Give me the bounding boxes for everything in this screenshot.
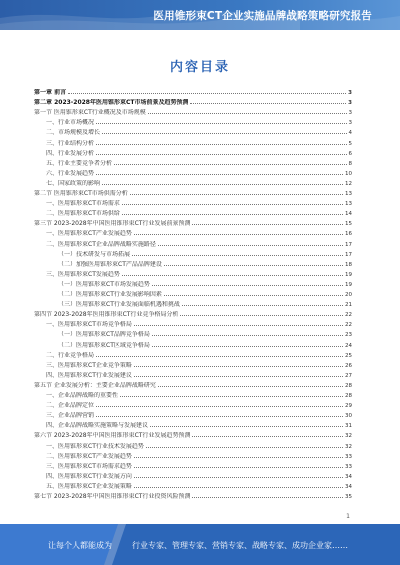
toc-dot-leader	[150, 421, 343, 427]
toc-entry[interactable]	[34, 361, 352, 369]
toc-entry-page: 23	[345, 332, 352, 339]
toc-dot-leader	[96, 139, 346, 145]
page-footer	[0, 524, 400, 565]
toc-entry-title: 三、行业结构分析	[46, 139, 95, 147]
toc-entry[interactable]	[34, 88, 352, 96]
toc-entry-page: 26	[345, 362, 352, 369]
toc-entry-title: 三、企业品牌营销	[46, 412, 95, 420]
toc-entry-title: 第二章 2023-2028年医用锥形束CT市场前景及趋势预测	[34, 99, 189, 107]
toc-entry-page: 3	[348, 110, 352, 117]
toc-entry[interactable]	[34, 98, 352, 106]
toc-entry-title: 二、医用锥形束CT企业品牌战略实施路径	[46, 240, 156, 248]
toc-entry[interactable]	[34, 139, 352, 147]
toc-entry[interactable]	[34, 128, 352, 136]
toc-entry[interactable]	[34, 320, 352, 328]
toc-entry[interactable]	[34, 351, 352, 359]
toc-entry[interactable]	[34, 149, 352, 157]
toc-entry[interactable]	[34, 229, 352, 237]
toc-entry[interactable]	[34, 452, 352, 460]
toc-entry-title: 五、医用锥形束CT企业发展策略	[46, 482, 132, 490]
toc-entry[interactable]	[34, 371, 352, 379]
toc-entry-page: 31	[345, 423, 352, 430]
toc-dot-leader	[192, 431, 343, 437]
toc-dot-leader	[96, 411, 343, 417]
toc-dot-leader	[96, 351, 343, 357]
toc-entry[interactable]	[34, 260, 352, 268]
toc-entry-page: 28	[345, 382, 352, 389]
toc-dot-leader	[164, 260, 343, 266]
toc-dot-leader	[180, 310, 343, 316]
toc-entry-page: 19	[345, 281, 352, 288]
toc-entry-title: 七、国家政策的影响	[46, 179, 101, 187]
toc-entry[interactable]	[34, 280, 352, 288]
toc-dot-leader	[146, 442, 343, 448]
toc-entry-page: 13	[345, 191, 352, 197]
toc-entry[interactable]	[34, 472, 352, 480]
toc-entry[interactable]	[34, 250, 352, 258]
toc-entry-page: 34	[345, 483, 352, 490]
toc-entry[interactable]	[34, 179, 352, 187]
toc-entry-title: 四、医用锥形束CT行业发展方向	[46, 472, 132, 480]
toc-entry-page: 18	[345, 261, 352, 268]
toc-entry[interactable]	[34, 189, 352, 197]
toc-entry-title: 三、医用锥形束CT发展趋势	[46, 270, 120, 278]
toc-entry-page: 20	[345, 292, 352, 298]
toc-dot-leader	[164, 290, 343, 296]
toc-dot-leader	[152, 341, 343, 347]
toc-entry[interactable]	[34, 341, 352, 349]
toc-entry-page: 10	[345, 170, 352, 177]
toc-dot-leader	[134, 472, 343, 478]
toc-entry-title: 一、行业市场概况	[46, 119, 95, 127]
toc-entry-title: （一）医用锥形束CT市场发展趋势	[58, 280, 150, 288]
toc-dot-leader	[190, 98, 346, 104]
toc-entry-page: 14	[345, 211, 352, 218]
toc-dot-leader	[134, 361, 343, 367]
toc-entry-page: 6	[348, 150, 352, 157]
toc-entry-page: 5	[348, 140, 352, 147]
toc-entry-title: 第四节 2023-2028年医用锥形束CT行业竞争格局分析	[34, 311, 179, 319]
toc-entry[interactable]	[34, 219, 352, 227]
toc-entry[interactable]	[34, 300, 352, 308]
toc-entry[interactable]	[34, 381, 352, 389]
toc-entry-title: 四、医用锥形束CT行业发展建议	[46, 371, 132, 379]
toc-entry[interactable]	[34, 108, 352, 116]
toc-entry-title: 二、医用锥形束CT市场供给	[46, 210, 120, 218]
toc-entry-page: 17	[345, 251, 352, 258]
toc-entry-title: 第一节 医用锥形束CT行业概况及市场规模	[34, 109, 146, 117]
toc-entry-page: 12	[345, 180, 352, 187]
toc-entry[interactable]	[34, 482, 352, 490]
toc-entry-title: 一、医用锥形束CT产业发展趋势	[46, 230, 132, 238]
toc-entry-title: 三、医用锥形束CT市场需求趋势	[46, 462, 132, 470]
toc-entry-page: 25	[345, 352, 352, 359]
toc-dot-leader	[122, 270, 343, 276]
toc-dot-leader	[152, 330, 343, 336]
toc-entry[interactable]	[34, 290, 352, 298]
toc-entry[interactable]	[34, 391, 352, 399]
toc-entry-title: （三）医用锥形束CT行业发展面临机遇和挑战	[58, 301, 180, 309]
toc-entry-page: 34	[345, 473, 352, 480]
toc-entry-title: （一）技术研发与市场拓展	[58, 250, 131, 258]
toc-entry-page: 8	[348, 160, 352, 167]
toc-dot-leader	[134, 482, 343, 488]
toc-dot-leader	[120, 391, 343, 397]
toc-heading: 内容目录	[169, 60, 230, 75]
toc-entry[interactable]	[34, 492, 352, 500]
toc-entry-page: 21	[345, 302, 352, 309]
toc-entry[interactable]	[34, 169, 352, 177]
toc-entry[interactable]	[34, 240, 352, 248]
toc-dot-leader	[122, 199, 343, 205]
toc-entry-title: （二）医用锥形束CT区域竞争格局	[58, 341, 150, 349]
toc-entry-page: 3	[348, 100, 352, 107]
toc-entry-page: 22	[345, 322, 352, 329]
footer-slogan: 让每个人都能成为	[48, 541, 112, 550]
table-of-contents	[34, 88, 352, 508]
toc-dot-leader	[158, 381, 343, 387]
footer-tagline: 行业专家、管理专家、营销专家、战略专家、成功企业家……	[132, 541, 348, 550]
toc-entry-title: 第一章 前言	[34, 89, 67, 96]
toc-entry-title: 六、行业发展趋势	[46, 169, 95, 177]
report-title: 医用锥形束CT企业实施品牌战略策略研究报告	[153, 10, 372, 22]
toc-dot-leader	[134, 320, 343, 326]
toc-dot-leader	[96, 149, 346, 155]
toc-entry[interactable]	[34, 118, 352, 126]
toc-dot-leader	[192, 219, 343, 225]
toc-entry-title: （一）医用锥形束CT品牌竞争格局	[58, 331, 150, 339]
toc-dot-leader	[182, 300, 343, 306]
toc-entry[interactable]	[34, 199, 352, 207]
toc-entry-page: 24	[345, 342, 352, 349]
toc-dot-leader	[152, 280, 343, 286]
toc-entry[interactable]	[34, 270, 352, 278]
toc-dot-leader	[96, 169, 343, 175]
toc-dot-leader	[130, 189, 343, 195]
toc-dot-leader	[132, 250, 343, 256]
toc-entry-title: 第六节 2023-2028年中国医用锥形束CT行业发展趋势预测	[34, 432, 191, 440]
toc-entry-page: 33	[345, 453, 352, 460]
toc-dot-leader	[148, 108, 347, 114]
toc-entry-page: 30	[345, 413, 352, 420]
toc-dot-leader	[96, 401, 343, 407]
toc-dot-leader	[96, 118, 346, 124]
toc-entry[interactable]	[34, 431, 352, 439]
toc-entry-page: 22	[345, 312, 352, 319]
toc-entry-title: 第五节 企业发展分析：主要企业品牌战略研究	[34, 381, 156, 389]
toc-entry[interactable]	[34, 401, 352, 409]
toc-entry-page: 29	[345, 403, 352, 410]
toc-entry-page: 19	[345, 271, 352, 278]
page-header	[0, 0, 400, 30]
toc-entry-page: 32	[345, 433, 352, 440]
toc-entry-page: 4	[348, 130, 352, 137]
toc-entry-title: 四、企业品牌战略实施策略与发展建议	[46, 422, 149, 430]
toc-entry-title: 四、行业发展分析	[46, 149, 95, 157]
toc-entry-page: 35	[345, 494, 352, 500]
toc-entry-title: （二）医用锥形束CT行业发展影响因素	[58, 291, 162, 298]
toc-entry-page: 32	[345, 443, 352, 450]
toc-entry-page: 13	[345, 201, 352, 208]
toc-entry-page: 33	[345, 463, 352, 470]
toc-entry-title: 第七节 2023-2028年中国医用锥形束CT行业投资风险预测	[34, 493, 191, 500]
toc-dot-leader	[114, 159, 346, 165]
toc-entry-page: 28	[345, 393, 352, 399]
toc-entry-title: 三、医用锥形束CT企业竞争策略	[46, 361, 132, 369]
toc-entry-title: 第三节 2023-2028年中国医用锥形束CT行业发展前景预测	[34, 220, 191, 228]
toc-entry[interactable]	[34, 421, 352, 429]
toc-entry-title: （二）加强医用锥形束CT产品品牌建设	[58, 260, 162, 268]
toc-entry-page: 16	[345, 231, 352, 238]
toc-dot-leader	[134, 371, 343, 377]
toc-entry-title: 一、企业品牌战略的重要性	[46, 392, 119, 399]
toc-dot-leader	[134, 452, 343, 458]
toc-entry[interactable]	[34, 310, 352, 318]
toc-dot-leader	[68, 88, 346, 94]
toc-dot-leader	[134, 462, 343, 468]
toc-entry[interactable]	[34, 330, 352, 338]
toc-entry-title: 第二节 医用锥形束CT市场供需分析	[34, 190, 128, 197]
toc-entry-title: 二、行业竞争格局	[46, 351, 95, 359]
toc-entry-page: 27	[345, 372, 352, 379]
toc-entry-title: 二、企业品牌定位	[46, 402, 95, 410]
toc-entry[interactable]	[34, 159, 352, 167]
toc-entry-page: 3	[348, 90, 352, 96]
toc-dot-leader	[158, 240, 343, 246]
toc-entry-page: 3	[348, 120, 352, 127]
toc-entry-title: 五、行业主要竞争者分析	[46, 159, 113, 167]
toc-entry-title: 二、医用锥形束CT产业发展趋势	[46, 452, 132, 460]
page-number: 1	[346, 513, 350, 520]
toc-entry[interactable]	[34, 209, 352, 217]
toc-entry-title: 一、医用锥形束CT市场竞争格局	[46, 321, 132, 329]
toc-entry[interactable]	[34, 411, 352, 419]
toc-entry-title: 一、医用锥形束CT行业技术发展趋势	[46, 442, 144, 450]
toc-dot-leader	[192, 492, 343, 498]
toc-dot-leader	[122, 209, 343, 215]
toc-entry-title: 二、市场规模及增长	[46, 129, 101, 137]
toc-dot-leader	[102, 179, 343, 185]
toc-entry-title: 一、医用锥形束CT市场需求	[46, 200, 120, 208]
toc-entry-page: 15	[345, 221, 352, 228]
toc-entry-page: 17	[345, 241, 352, 248]
toc-entry[interactable]	[34, 442, 352, 450]
toc-dot-leader	[134, 229, 343, 235]
toc-entry[interactable]	[34, 462, 352, 470]
toc-dot-leader	[102, 128, 346, 134]
